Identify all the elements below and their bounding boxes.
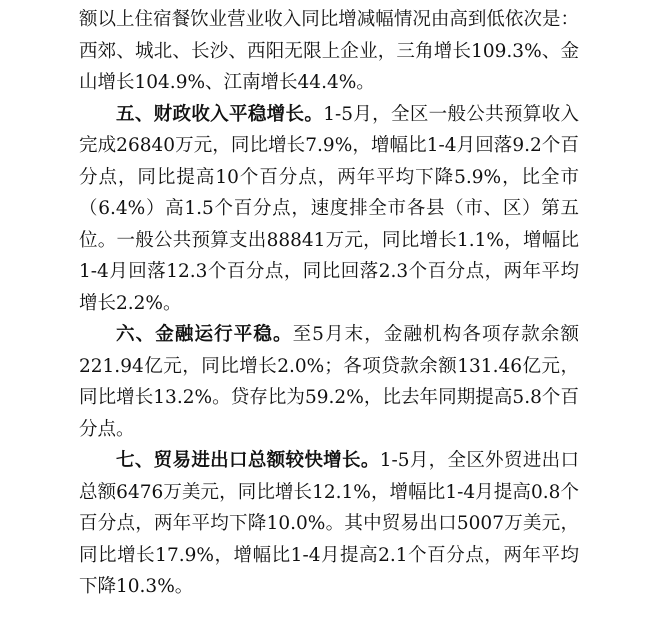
paragraph-body: 额以上住宿餐饮业营业收入同比增减幅情况由高到低依次是：西郊、城北、长沙、西阳无限上企业，三角增长109.3%、金山增长104.9%、江南增长44.4%。 [79, 9, 579, 93]
paragraph-body: 1-5月，全区外贸进出口总额6476万美元，同比增长12.1%，增幅比1-4月提高0.8个百分点，两年平均下降10.0%。其中贸易出口5007万美元，同比增长17.9%，增幅比1-4月提高2.1个百分点，两年平均下降10.3%。 [79, 450, 579, 597]
document-page [79, 4, 579, 603]
paragraph-fiscal-revenue [79, 99, 579, 320]
paragraph-body: 至5月末，金融机构各项存款余额221.94亿元，同比增长2.0%；各项贷款余额131.46亿元，同比增长13.2%。贷存比为59.2%，比去年同期提高5.8个百分点。 [79, 324, 579, 440]
paragraph-trade [79, 445, 579, 603]
paragraph-body: 1-5月，全区一般公共预算收入完成26840万元，同比增长7.9%，增幅比1-4月回落9.2个百分点，同比提高10个百分点，两年平均下降5.9%，比全市（6.4%）高1.5个百分点，速度排全市各县（市、区）第五位。一般公共预算支出88841万元，同比增长1.1%，增幅比1-4月回落12.3个百分点，同比回落2.3个百分点，两年平均增长2.2%。 [79, 103, 579, 314]
section-heading-trade: 七、贸易进出口总额较快增长。 [116, 450, 380, 471]
section-heading-finance: 六、金融运行平稳。 [116, 324, 293, 345]
paragraph-finance [79, 319, 579, 445]
section-heading-fiscal: 五、财政收入平稳增长。 [116, 103, 324, 125]
paragraph-retail-continuation [79, 4, 579, 99]
